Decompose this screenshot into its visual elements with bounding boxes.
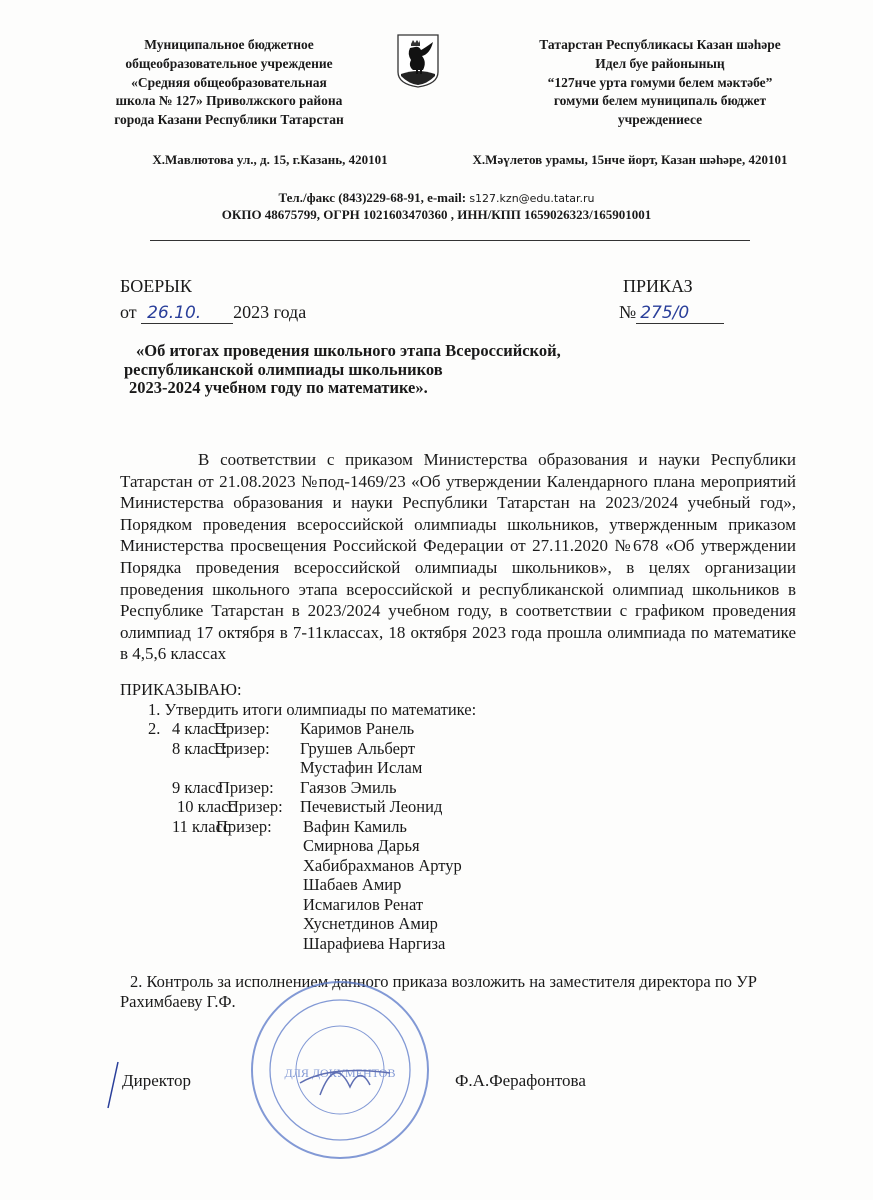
header-divider — [150, 240, 750, 241]
winner-name: Вафин Камиль — [303, 816, 407, 836]
winner-name: Грушев Альберт — [300, 738, 416, 758]
number-handwritten: 275/0 — [636, 303, 724, 324]
role-label: Призер: — [214, 719, 270, 738]
header-line: Идел буе районының — [595, 55, 725, 71]
registration-codes: ОКПО 48675799, ОГРН 1021603470360 , ИНН/КПП 1659026323/165901001 — [221, 207, 652, 222]
winner-name: Гаязов Эмиль — [300, 777, 397, 797]
school-name-tatar — [505, 36, 815, 130]
header-line: “127нче урта гомуми белем мәктәбе” — [547, 74, 773, 90]
contact-line — [0, 190, 873, 206]
role-label: Призер: — [214, 738, 270, 758]
header-line: общеобразовательное учреждение — [125, 55, 333, 71]
date-handwritten: 26.10. — [141, 303, 233, 324]
grade-label: 8 класс: — [172, 738, 228, 758]
winner-name: Мустафин Ислам — [300, 758, 423, 777]
decree-item-control: 2. Контроль за исполнением данного приказа возложить на заместителя директора по УР — [130, 972, 757, 991]
coat-of-arms-icon — [397, 34, 439, 88]
role-label: Призер: — [227, 797, 283, 816]
order-label-tatar: БОЕРЫК — [120, 276, 192, 296]
winner-name: Исмагилов Ренат — [303, 894, 424, 914]
phone-fax: Тел./факс (843)229-68-91, e-mail: — [278, 190, 470, 205]
school-name-russian — [88, 36, 370, 130]
role-label: Призер: — [216, 816, 272, 836]
order-label-russian: ПРИКАЗ — [623, 276, 693, 296]
winner-name: Шарафиева Наргиза — [303, 933, 446, 953]
order-title — [124, 342, 561, 398]
header-line: Муниципальное бюджетное — [144, 37, 314, 52]
header-line: Татарстан Республикасы Казан шәһәре — [539, 37, 781, 52]
grade-label: 4 класс: — [172, 719, 228, 738]
signature-mark-icon — [106, 1060, 120, 1110]
email-link[interactable]: s127.kzn@edu.tatar.ru — [469, 192, 595, 205]
decree-item-2-number: 2. — [148, 719, 161, 738]
decree-item-1: 1. Утвердить итоги олимпиады по математике: — [148, 700, 477, 719]
winner-name: Печевистый Леонид — [300, 797, 443, 816]
number-prefix: № — [619, 302, 637, 322]
order-number — [619, 302, 724, 324]
title-line: 2023-2024 учебном году по математике». — [129, 378, 428, 397]
signatory-position: Директор — [122, 1071, 191, 1090]
signatory-name: Ф.А.Ферафонтова — [455, 1071, 586, 1090]
address-russian: Х.Мавлютова ул., д. 15, г.Казань, 420101 — [152, 152, 388, 167]
decree-heading: ПРИКАЗЫВАЮ: — [120, 680, 242, 699]
grade-label: 9 класс — [172, 777, 223, 797]
title-line: республиканской олимпиады школьников — [124, 359, 443, 379]
date-prefix: от — [120, 302, 137, 322]
order-date — [120, 302, 306, 324]
address-tatar: Х.Мәүлетов урамы, 15нче йорт, Казан шәһәре, 420101 — [472, 152, 788, 167]
header-line: школа № 127» Приволжского района — [115, 93, 343, 109]
role-label: Призер: — [218, 777, 274, 797]
title-line: «Об итогах проведения школьного этапа Всероссийской, — [136, 341, 561, 360]
winner-name: Хуснетдинов Амир — [303, 914, 438, 933]
stamp-text: ДЛЯ ДОКУМЕНТОВ — [284, 1066, 396, 1080]
header-line: города Казани Республики Татарстан — [114, 112, 344, 128]
grade-label: 11 класс — [172, 816, 231, 836]
winner-name: Хабибрахманов Артур — [303, 855, 462, 875]
header-line: «Средняя общеобразовательная — [131, 74, 327, 90]
header-line: учреждениесе — [617, 112, 703, 128]
winner-name: Смирнова Дарья — [303, 836, 420, 855]
winner-name: Шабаев Амир — [303, 875, 402, 894]
official-stamp-icon — [240, 975, 440, 1165]
date-suffix: 2023 года — [233, 302, 307, 322]
header-line: гомуми белем муниципаль бюджет — [553, 93, 767, 109]
deputy-name: Рахимбаеву Г.Ф. — [120, 992, 236, 1011]
preamble-paragraph: В соответствии с приказом Министерства образования и науки Республики Татарстан от 21.08.2023 №под-1469/23 «Об утверждении Календарного плана мероприятий Министерства образования и науки Республики Татарстан на 2023/2024 учебный год», Порядком проведения всероссийской олимпиады школьников, утвержденным приказом Министерства просвещения Российской Федерации от 27.11.2020 №678 «Об утверждении Порядка проведения всероссийской олимпиады школьников», в целях организации проведения школьного этапа всероссийской и республиканской олимпиад школьников в Республике Татарстан в 2023/2024 учебном году, в соответствии с графиком проведения олимпиад 17 октября в 7-11классах, 18 октября 2023 года прошла олимпиада по математике в 4,5,6 классах — [120, 450, 796, 664]
winner-name: Каримов Ранель — [300, 719, 415, 738]
grade-label: 10 класс — [177, 797, 236, 816]
